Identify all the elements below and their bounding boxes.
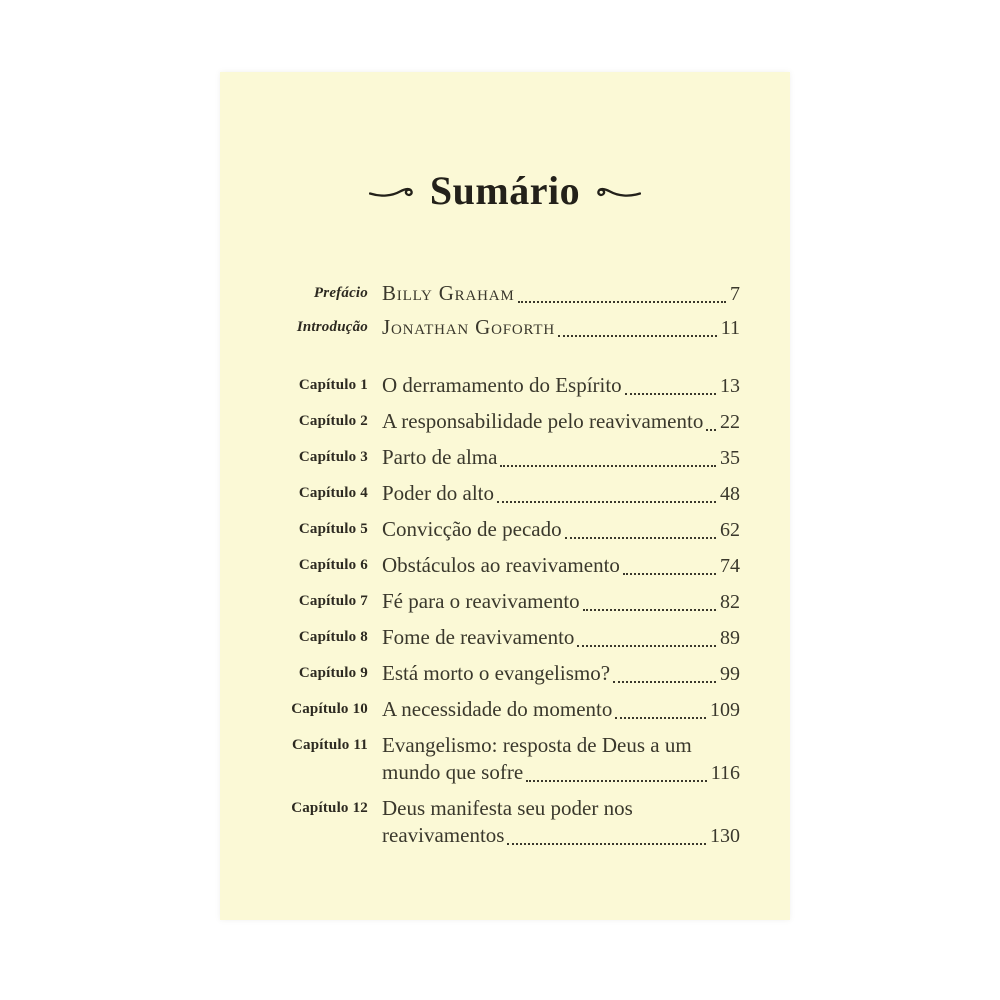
- page-number: 74: [720, 555, 740, 577]
- entry-title: Fé para o reavivamento: [382, 589, 580, 613]
- dot-leader: [518, 301, 726, 303]
- entry-body: [382, 624, 740, 652]
- entry-title: Deus manifesta seu poder nos: [382, 796, 633, 820]
- chapter-label: Capítulo 11: [292, 737, 368, 753]
- entry-title: A responsabilidade pelo reavivamento: [382, 409, 704, 433]
- entry-body: [382, 516, 740, 544]
- toc-entry: [220, 280, 740, 308]
- dot-leader: [613, 681, 716, 683]
- entry-body: [382, 444, 740, 472]
- dot-leader: [565, 537, 716, 539]
- page-number: 48: [720, 483, 740, 505]
- toc-entry: [220, 372, 740, 400]
- section-label: Introdução: [296, 319, 368, 335]
- page-number: 11: [720, 317, 740, 339]
- chapter-label: Capítulo 9: [298, 665, 368, 681]
- chapter-label: Capítulo 3: [298, 449, 368, 465]
- entry-title: Poder do alto: [382, 481, 494, 505]
- entry-body: [382, 372, 740, 400]
- dot-leader: [497, 501, 716, 503]
- page-number: 109: [710, 699, 740, 721]
- entry-title: Parto de alma: [382, 445, 498, 469]
- toc-entry: [220, 795, 740, 850]
- section-label: Prefácio: [313, 285, 368, 301]
- dot-leader: [577, 645, 716, 647]
- entry-title: Evangelismo: resposta de Deus a um: [382, 733, 692, 757]
- entry-title: A necessidade do momento: [382, 697, 613, 721]
- page-number: 22: [720, 411, 740, 433]
- entry-body: [382, 408, 740, 436]
- front-matter-list: [220, 280, 790, 342]
- dot-leader: [507, 843, 706, 845]
- page-number: 35: [720, 447, 740, 469]
- dot-leader: [526, 780, 707, 782]
- page-number: 13: [720, 375, 740, 397]
- toc-entry: [220, 732, 740, 787]
- page-number: 116: [710, 762, 740, 784]
- entry-body: [382, 588, 740, 616]
- entry-title: mundo que sofre: [382, 760, 524, 784]
- chapter-label: Capítulo 10: [291, 701, 368, 717]
- toc-entry: [220, 660, 740, 688]
- dot-leader: [583, 609, 716, 611]
- page-number: 82: [720, 591, 740, 613]
- flourish-curl-right-icon: [593, 180, 641, 202]
- page-number: 7: [730, 283, 740, 305]
- dot-leader: [500, 465, 716, 467]
- chapter-label: Capítulo 8: [298, 629, 368, 645]
- entry-body: [382, 280, 740, 308]
- chapter-label: Capítulo 7: [298, 593, 368, 609]
- chapter-list: [220, 372, 790, 850]
- chapter-label: Capítulo 6: [298, 557, 368, 573]
- entry-body: [382, 660, 740, 688]
- page-title: [220, 168, 790, 214]
- toc-entry: [220, 552, 740, 580]
- entry-title: Está morto o evangelismo?: [382, 661, 611, 685]
- toc-entry: [220, 480, 740, 508]
- entry-body: [382, 696, 740, 724]
- dot-leader: [615, 717, 706, 719]
- dot-leader: [558, 335, 717, 337]
- entry-title: Obstáculos ao reavivamento: [382, 553, 620, 577]
- toc-entry: [220, 516, 740, 544]
- dot-leader: [625, 393, 716, 395]
- toc-entry: [220, 314, 740, 342]
- entry-title: Billy Graham: [382, 281, 515, 305]
- toc-entry: [220, 696, 740, 724]
- page-number: 99: [720, 663, 740, 685]
- entry-title: O derramamento do Espírito: [382, 373, 622, 397]
- dot-leader: [706, 429, 716, 431]
- toc-entry: [220, 588, 740, 616]
- flourish-curl-left-icon: [369, 180, 417, 202]
- entry-body: [382, 795, 740, 850]
- entry-body: [382, 314, 740, 342]
- page-number: 62: [720, 519, 740, 541]
- entry-body: [382, 480, 740, 508]
- toc-entry: [220, 444, 740, 472]
- entry-title: Jonathan Goforth: [382, 315, 555, 339]
- entry-body: [382, 732, 740, 787]
- toc-title: Sumário: [429, 168, 581, 213]
- chapter-label: Capítulo 2: [298, 413, 368, 429]
- chapter-label: Capítulo 4: [298, 485, 368, 501]
- dot-leader: [623, 573, 716, 575]
- toc-page: [220, 72, 790, 920]
- page-number: 130: [710, 825, 740, 847]
- chapter-label: Capítulo 12: [291, 800, 368, 816]
- chapter-label: Capítulo 5: [298, 521, 368, 537]
- toc-entry: [220, 408, 740, 436]
- entry-title: Fome de reavivamento: [382, 625, 575, 649]
- page-number: 89: [720, 627, 740, 649]
- chapter-label: Capítulo 1: [298, 377, 368, 393]
- entry-body: [382, 552, 740, 580]
- entry-title: Convicção de pecado: [382, 517, 562, 541]
- toc-entry: [220, 624, 740, 652]
- entry-title: reavivamentos: [382, 823, 505, 847]
